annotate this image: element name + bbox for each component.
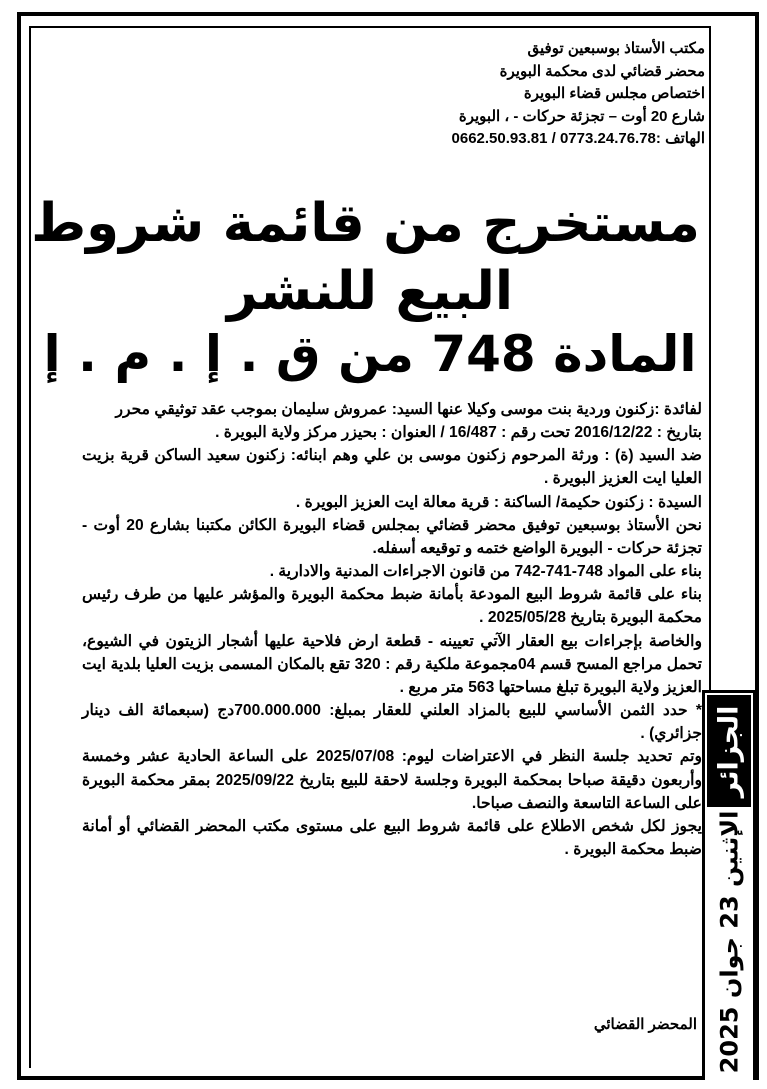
conditions-list-paragraph: بناء على قائمة شروط البيع المودعة بأمانة ضبط محكمة البويرة والمؤشر عليها من طرف رئيس محكمة البويرة بتاريخ 2025/05/28 . <box>82 586 702 627</box>
office-jurisdiction: اختصاص مجلس قضاء البويرة <box>523 85 705 102</box>
bailiff-paragraph: نحن الأستاذ بوسبعين توفيق محضر قضائي بمجلس قضاء البويرة الكائن مكتبنا بشارع 20 أوت - تجزئة حركات - البويرة الواضع ختمه و توقيعه أسفله. <box>82 516 702 557</box>
office-role: محضر قضائي لدى محكمة البويرة <box>499 62 705 80</box>
notice-body <box>82 398 702 861</box>
contract-date-paragraph: بتاريخ : 2016/12/22 تحت رقم : 16/487 / العنوان : بحيزر مركز ولاية البويرة . <box>215 424 702 442</box>
title-line-1: مستخرج من قائمة شروط <box>31 193 700 254</box>
newspaper-name: الجزائر <box>713 705 745 797</box>
publication-date: الإثنين 23 جوان 2025 <box>715 811 743 1073</box>
office-header <box>185 38 705 151</box>
title-line-2: البيع للنشر <box>226 261 514 322</box>
property-paragraph: والخاصة بإجراءات بيع العقار الآتي تعيينه - قطعة ارض فلاحية عليها أشجار الزيتون في الشيوع، تحمل مراجع المسح قسم 04مجموعة ملكية رقم : 320 تقع بالمكان المسمى بزيت العليا بلدية ايت العزيز ولاية البويرة تبلغ مساحتها 563 متر مربع . <box>82 632 703 696</box>
legal-articles-paragraph: بناء على المواد 748-741-742 من قانون الاجراءات المدنية والادارية . <box>269 563 702 581</box>
office-address: شارع 20 أوت – تجزئة حركات - ، البويرة <box>458 107 705 125</box>
office-name: مكتب الأستاذ بوسبعين توفيق <box>527 40 705 57</box>
title-line-3: المادة 748 من ق . إ . م . إ <box>43 325 697 383</box>
beneficiary-paragraph: لفائدة :زكنون وردية بنت موسى وكيلا عنها السيد: عمروش سليمان بموجب عقد توثيقي محرر <box>115 401 702 418</box>
newspaper-logo <box>707 695 751 807</box>
signature-label: المحضر القضائي <box>593 1016 697 1033</box>
publication-date-box <box>707 811 751 1073</box>
base-price-paragraph: * حدد الثمن الأساسي للبيع بالمزاد العلني للعقار بمبلغ: 700.000.000دج (سبعمائة الف دينار جزائري) . <box>82 702 703 743</box>
consultation-paragraph: يجوز لكل شخص الاطلاع على قائمة شروط البيع على مستوى مكتب المحضر القضائي أو أمانة ضبط محكمة البويرة . <box>82 817 702 858</box>
defendant-paragraph: ضد السيد (ة) : ورثة المرحوم زكنون موسى بن علي وهم ابنائه: زكنون سعيد الساكن قرية بزيت العليا ايت العزيز البويرة . <box>82 447 702 488</box>
defendant-lady-paragraph: السيدة : زكنون حكيمة/ الساكنة : قرية معالة ايت العزيز البويرة . <box>295 493 702 511</box>
hearing-dates-paragraph: وتم تحديد جلسة النظر في الاعتراضات ليوم: 2025/07/08 على الساعة الحادية عشر وخمسة وأربعون دقيقة صباحا بمحكمة البويرة وجلسة لاحقة للبيع بتاريخ 2025/09/22 بمقر محكمة البويرة على الساعة التاسعة والنصف صباحا. <box>82 748 702 812</box>
publication-sidebar <box>702 690 756 1080</box>
office-phone: الهاتف :0773.24.76.78 / 0662.50.93.81 <box>451 130 705 147</box>
